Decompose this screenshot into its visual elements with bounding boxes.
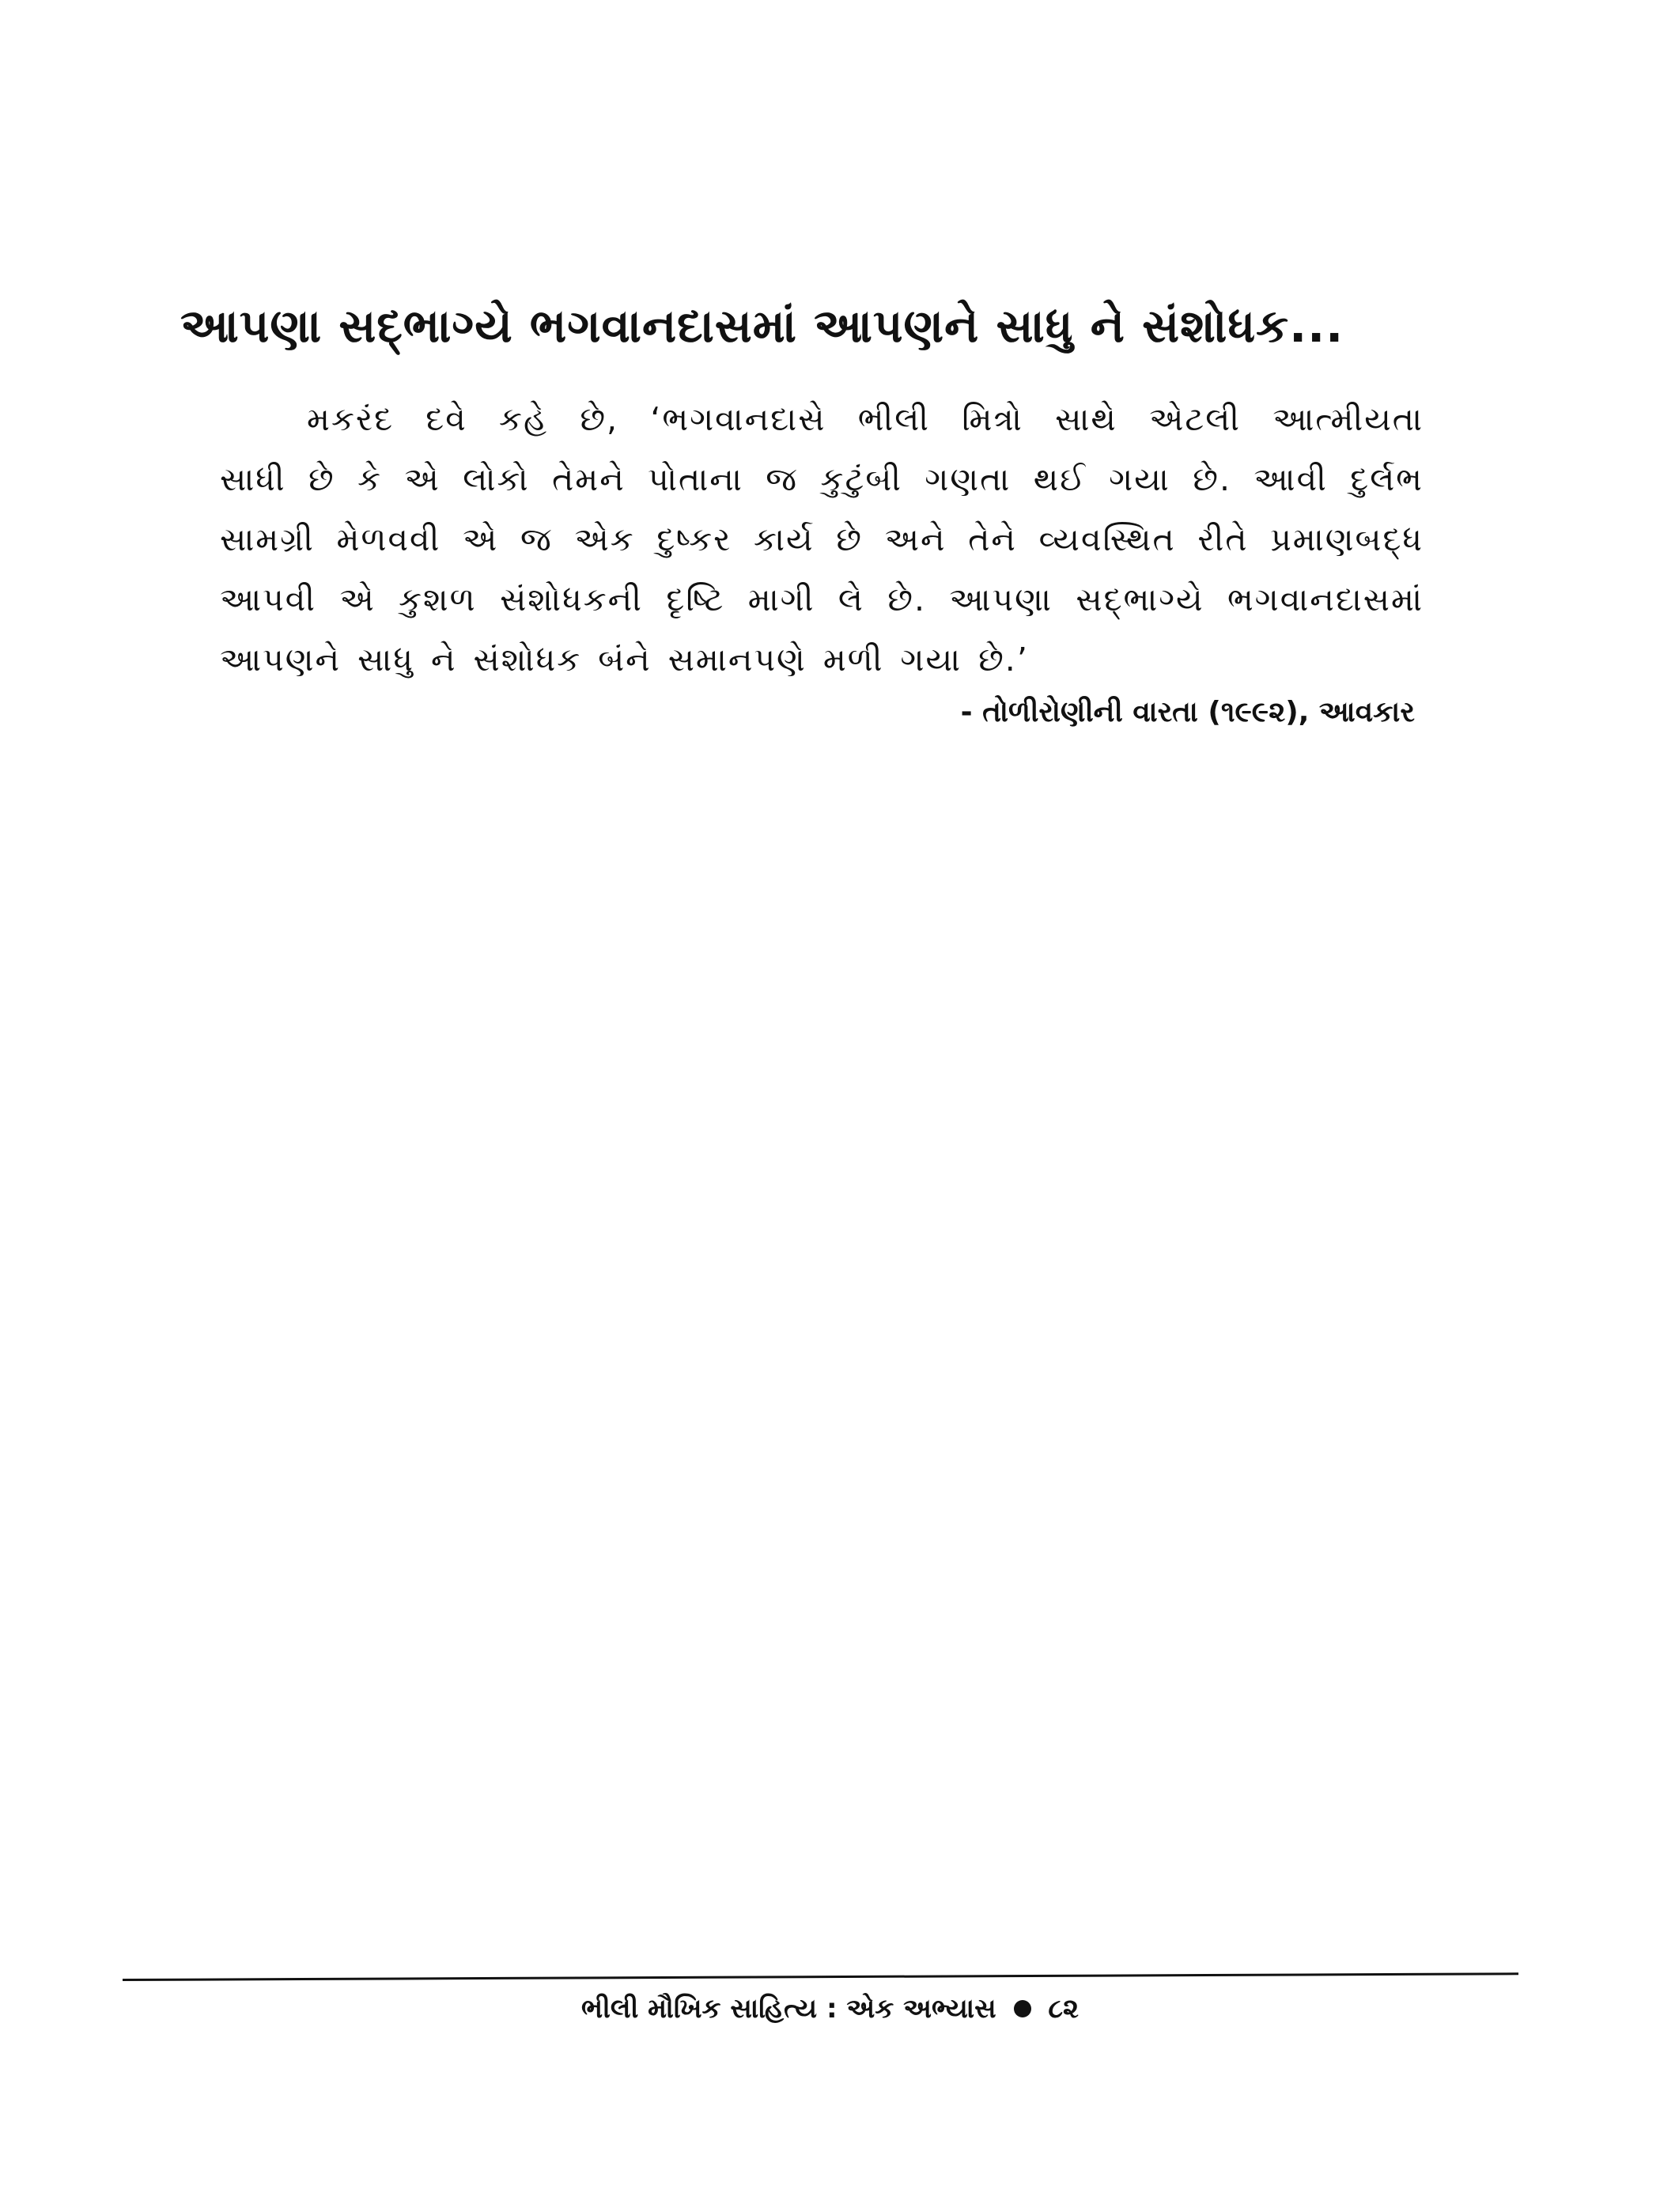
footer-divider <box>123 1972 1518 1981</box>
quote-line: સામગ્રી મેળવવી એ જ એક દુષ્કર કાર્ય છે અને તેને વ્યવસ્થિત રીતે પ્રમાણબદ્ધ <box>220 520 1424 558</box>
footer-book-title: ભીલી મૌખિક સાહિત્ય : એક અભ્યાસ <box>580 1993 996 2025</box>
quote-line: મકરંદ દવે કહે છે, ‘ભગવાનદાસે ભીલી મિત્રો સાથે એટલી આત્મીયતા <box>307 400 1424 438</box>
section-heading: આપણા સદ્‌ભાગ્યે ભગવાનદાસમાં આપણને સાધુ ને સંશોધક... <box>180 299 1344 353</box>
quote-line: આપણને સાધુ ને સંશોધક બંને સમાનપણે મળી ગયા છે.’ <box>220 641 1029 679</box>
bullet-icon <box>1014 2000 1031 2017</box>
page-footer <box>0 1993 1660 2025</box>
page-number: ૮૨ <box>1048 1993 1080 2025</box>
quote-paragraph <box>220 389 1424 690</box>
quote-line: આપવી એ કુશળ સંશોધકની દૃષ્ટિ માગી લે છે. આપણા સદ્‌ભાગ્યે ભગવાનદાસમાં <box>220 580 1424 618</box>
quote-line: સાધી છે કે એ લોકો તેમને પોતાના જ કુટુંબી ગણતા થઈ ગયા છે. આવી દુર્લભ <box>220 460 1424 498</box>
quote-attribution: - તોળીરોણીની વારતા (૧૯૯૨), આવકાર <box>960 696 1415 728</box>
